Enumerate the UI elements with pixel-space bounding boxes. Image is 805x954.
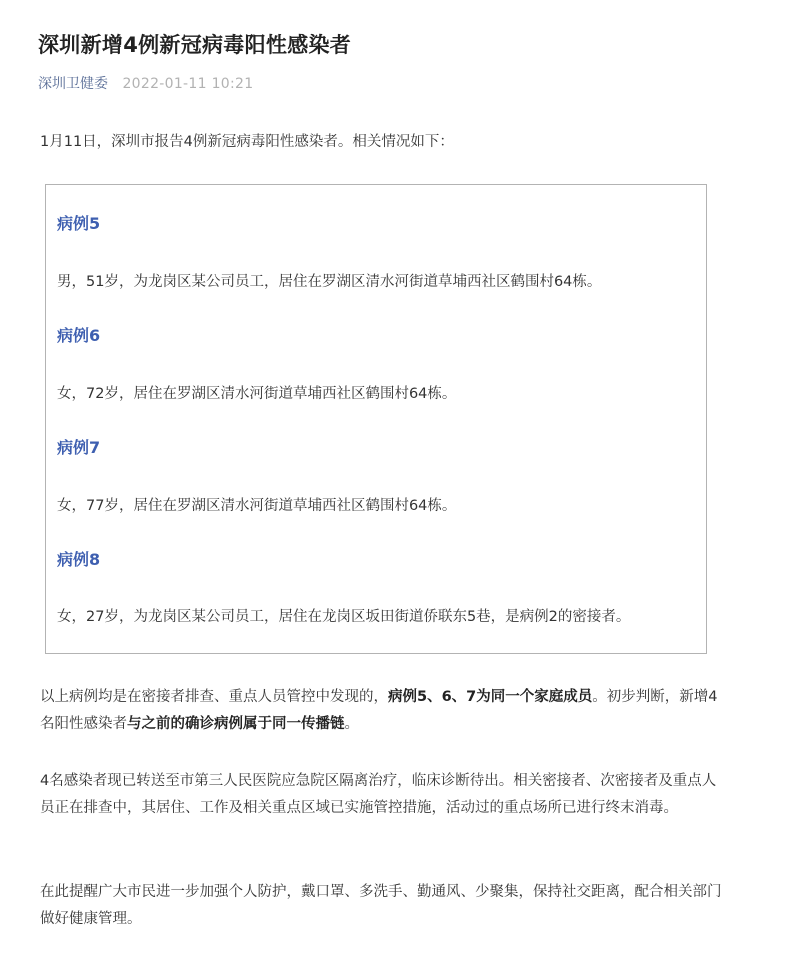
publish-time: 2022-01-11 10:21 [122,76,254,92]
case-heading: 病例5 [57,214,101,233]
case-description: 女，27岁，为龙岗区某公司员工，居住在龙岗区坂田街道侨联东5巷，是病例2的密接者。 [57,609,631,625]
treatment-paragraph: 4名感染者现已转送至市第三人民医院应急院区隔离治疗，临床诊断待出。相关密接者、次密接者及重点人员正在排查中，其居住、工作及相关重点区域已实施管控措施，活动过的重点场所已进行终末消毒。 [40,773,717,816]
case-details-box [45,184,707,654]
case-description: 女，77岁，居住在罗湖区清水河街道草埔西社区鹤围村64栋。 [57,498,457,514]
account-name-link[interactable]: 深圳卫健委 [38,76,108,92]
case-description: 男，51岁，为龙岗区某公司员工，居住在罗湖区清水河街道草埔西社区鹤围村64栋。 [57,274,602,290]
case-heading: 病例6 [57,326,101,345]
reminder-paragraph: 在此提醒广大市民进一步加强个人防护，戴口罩、多洗手、勤通风、少聚集，保持社交距离，配合相关部门做好健康管理。 [40,884,722,927]
article-meta [38,74,253,94]
article-title: 深圳新增4例新冠病毒阳性感染者 [38,33,352,57]
findings-emphasis: 病例5、6、7为同一个家庭成员 [388,689,593,705]
case-heading: 病例8 [57,550,101,569]
case-description: 女，72岁，居住在罗湖区清水河街道草埔西社区鹤围村64栋。 [57,386,457,402]
findings-text: 。初步判断，新增4名阳性感染者 [40,689,718,732]
intro-paragraph: 1月11日，深圳市报告4例新冠病毒阳性感染者。相关情况如下： [40,134,454,150]
findings-emphasis: 与之前的确诊病例属于同一传播链 [127,716,345,732]
case-heading: 病例7 [57,438,101,457]
findings-paragraph [40,684,730,738]
findings-text: 以上病例均是在密接者排查、重点人员管控中发现的， [40,689,388,705]
findings-text: 。 [344,716,359,732]
